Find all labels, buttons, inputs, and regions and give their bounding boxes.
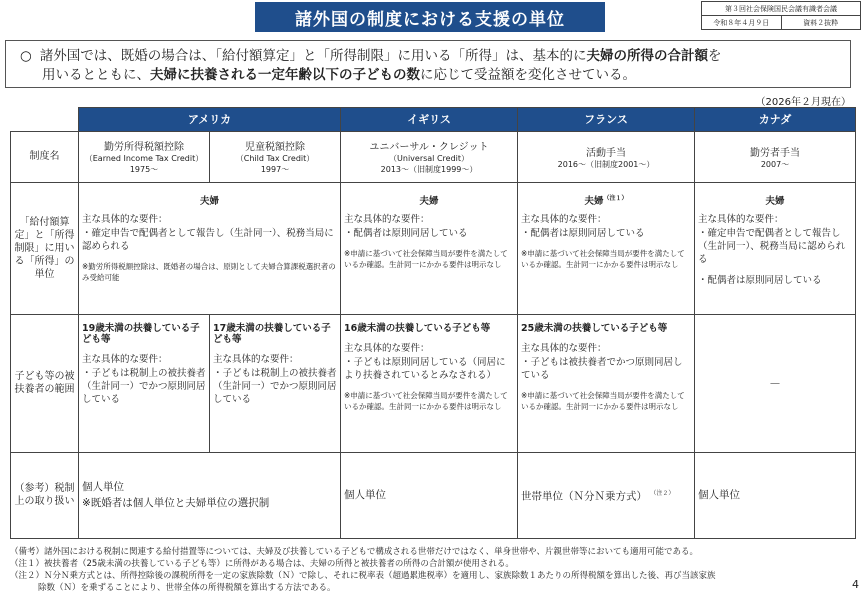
- meeting-meta: [701, 1, 861, 30]
- summary-text-1c: を: [708, 48, 722, 64]
- footnote-1: （注１）被扶養者（25歳未満の扶養している子ども等）に所得がある場合は、夫婦の所得と被扶養者の所得の合計額が使用される。: [10, 559, 514, 569]
- row-label-tax: （参考）税制上の取り扱い: [11, 452, 79, 538]
- country-ca: カナダ: [695, 108, 856, 132]
- income-uk: 夫婦 主な具体的な要件： ・配偶者は原則同居している ※申請に基づいて社会保障当局が要件を満たしているか確認。生計同一にかかる要件は明示なし: [341, 183, 518, 315]
- row-label-children: 子ども等の被扶養者の範囲: [11, 314, 79, 452]
- children-uk: 16歳未満の扶養している子ども等 主な具体的な要件： ・子どもは原則同居している（同居により扶養されているとみなされる） ※申請に基づいて社会保障当局が要件を満たしているか確認。生計同一にかかる要件は明示なし: [341, 314, 518, 452]
- row-label-income: 「給付額算定」と「所得制限」に用いる「所得」の単位: [11, 183, 79, 315]
- income-unit-row: [11, 183, 856, 315]
- page-number: 4: [852, 578, 859, 591]
- material-label: 資料２抜粋: [781, 16, 861, 29]
- children-ca: －: [695, 314, 856, 452]
- children-fr: 25歳未満の扶養している子ども等 主な具体的な要件： ・子どもは被扶養者でかつ原則同居している ※申請に基づいて社会保障当局が要件を満たしているか確認。生計同一にかかる要件は明示なし: [518, 314, 695, 452]
- program-us-eitc: 勤労所得税額控除 （Earned Income Tax Credit）1975～: [79, 131, 210, 182]
- tax-fr: 世帯単位（Ｎ分Ｎ乗方式） $^{(注2)}$: [518, 452, 695, 538]
- program-uk: ユニバーサル・クレジット （Universal Credit） 2013～（旧制度1999～）: [341, 131, 518, 182]
- income-ca: 夫婦 主な具体的な要件： ・確定申告で配偶者として報告し（生計同一）、税務当局に認められる ・配偶者は原則同居している: [695, 183, 856, 315]
- children-row: [11, 314, 856, 452]
- footnote-2-cont: 除数（Ｎ）を乗ずることにより、世帯全体の所得税額を算出する方法である。: [38, 583, 336, 593]
- summary-text-2a: 用いるとともに、: [42, 67, 150, 83]
- program-row: [11, 131, 856, 182]
- summary-emphasis-1: 夫婦の所得の合計額: [586, 48, 709, 64]
- as-of-date: （2026年２月現在）: [755, 97, 851, 108]
- program-fr: 活動手当 2016～（旧制度2001～）: [518, 131, 695, 182]
- tax-us: 個人単位 ※既婚者は個人単位と夫婦単位の選択制: [79, 452, 341, 538]
- summary-text-1a: 諸外国では、既婚の場合は、「給付額算定」と「所得制限」に用いる「所得」は、基本的に: [39, 48, 587, 64]
- children-us-eitc: 19歳未満の扶養している子ども等 主な具体的な要件： ・子どもは税制上の被扶養者（生計同一）でかつ原則同居している: [79, 314, 210, 452]
- country-uk: イギリス: [341, 108, 518, 132]
- income-us: 夫婦 主な具体的な要件： ・確定申告で配偶者として報告し（生計同一）、税務当局に認められる ※勤労所得税額控除は、既婚者の場合は、原則として夫婦合算課税選択者のみ受給可能: [79, 183, 341, 315]
- page-title: 諸外国の制度における支援の単位: [255, 2, 605, 32]
- tax-ca: 個人単位: [695, 452, 856, 538]
- meeting-date: 令和８年４月９日: [713, 18, 770, 27]
- country-us: アメリカ: [79, 108, 341, 132]
- header-bar: [0, 0, 865, 34]
- tax-row: [11, 452, 856, 538]
- comparison-table: [10, 107, 856, 539]
- summary-bullet: ○: [20, 48, 32, 64]
- summary-box: [5, 40, 851, 88]
- summary-emphasis-2: 夫婦に扶養される一定年齢以下の子どもの数: [150, 67, 420, 83]
- country-header-row: [11, 108, 856, 132]
- footnote-remarks: （備考）諸外国における税制に関連する給付措置等については、夫婦及び扶養している子どもで構成される世帯だけではなく、単身世帯や、片親世帯等においても適用可能である。: [10, 547, 698, 557]
- tax-uk: 個人単位: [341, 452, 518, 538]
- footnote-2: （注２）Ｎ分Ｎ乗方式とは、所得控除後の課税所得を一定の家族除数（Ｎ）で除し、それに税率表（超過累進税率）を適用し、家族除数１あたりの所得税額を算出した後、再び当該家族: [10, 571, 716, 581]
- meeting-name: 第３回社会保険国民会議有識者会議: [701, 1, 861, 16]
- footnotes: [10, 546, 855, 594]
- income-fr: 夫婦$^{(注1)}$ 主な具体的な要件： ・配偶者は原則同居している ※申請に基づいて社会保障当局が要件を満たしているか確認。生計同一にかかる要件は明示なし: [518, 183, 695, 315]
- children-us-ctc: 17歳未満の扶養している子ども等 主な具体的な要件： ・子どもは税制上の被扶養者（生計同一）でかつ原則同居している: [210, 314, 341, 452]
- program-us-ctc: 児童税額控除 （Child Tax Credit） 1997～: [210, 131, 341, 182]
- program-ca: 勤労者手当 2007～: [695, 131, 856, 182]
- country-fr: フランス: [518, 108, 695, 132]
- row-label-program: 制度名: [11, 131, 79, 182]
- summary-text-2c: に応じて受益額を変化させている。: [420, 67, 636, 83]
